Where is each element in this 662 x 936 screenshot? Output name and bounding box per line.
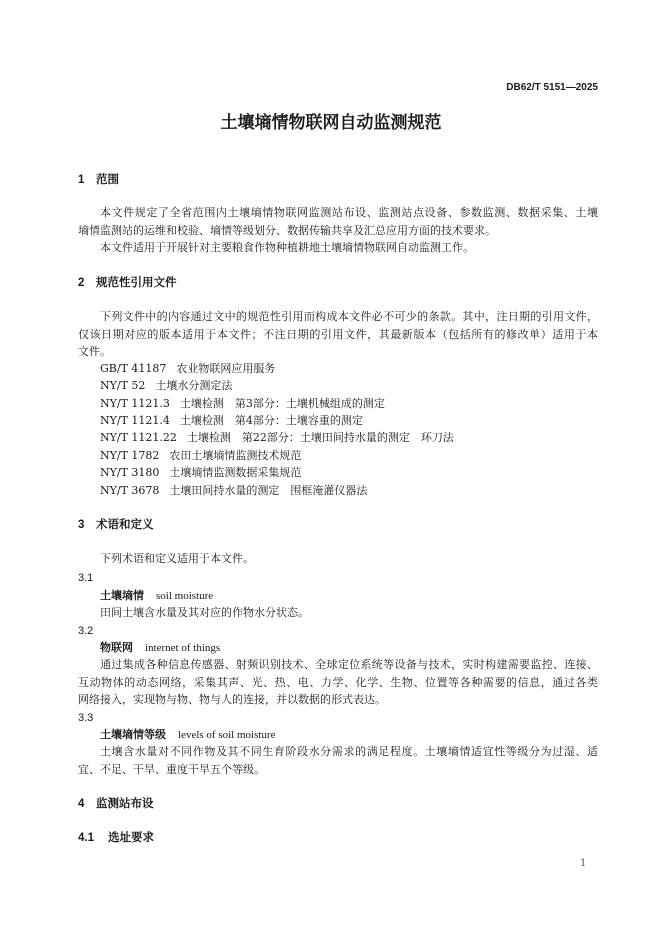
subsection-4-1-number: 4.1 xyxy=(78,832,94,844)
term-english: levels of soil moisture xyxy=(178,729,276,741)
reference-title: 农田土壤墒情监测技术规范 xyxy=(169,449,302,462)
term-english: soil moisture xyxy=(156,590,214,602)
clause-number: 3.1 xyxy=(78,572,94,584)
reference-item xyxy=(100,413,598,429)
term-chinese: 物联网 xyxy=(100,642,133,654)
section-1-paragraph-line: 本文件规定了全省范围内土壤墒情物联网监测站布设、监测站点设备、参数监测、数据采集、土壤 xyxy=(100,206,598,219)
section-2-number: 2 xyxy=(78,277,85,289)
reference-code: NY/T 52 xyxy=(100,379,146,392)
reference-title: 土壤田间持水量的测定 围框淹灌仪器法 xyxy=(169,484,368,497)
reference-title: 土壤检测 第4部分：土壤容重的测定 xyxy=(179,414,363,427)
term-english: internet of things xyxy=(145,642,221,654)
reference-item xyxy=(100,465,598,481)
page-number: 1 xyxy=(580,858,587,869)
reference-code: NY/T 1121.22 xyxy=(100,431,177,444)
section-1-heading: 范围 xyxy=(96,174,119,186)
section-1-paragraph-line: 墒情监测站的运维和校验、墒情等级划分、数据传输共享及汇总应用方面的技术要求。 xyxy=(78,224,496,237)
term-chinese: 土壤墒情 xyxy=(100,590,144,602)
section-1-number: 1 xyxy=(78,174,85,186)
section-2-paragraph-line: 下列文件中的内容通过文中的规范性引用而构成本文件必不可少的条款。其中，注日期的引用文件， xyxy=(100,310,598,323)
section-4-number: 4 xyxy=(78,798,85,810)
term-definition-line: 网络接入，实现物与物、物与人的连接，并以数据的形式表达。 xyxy=(78,693,386,706)
reference-code: NY/T 1121.4 xyxy=(100,414,170,427)
reference-item xyxy=(100,361,598,377)
term-chinese: 土壤墒情等级 xyxy=(100,729,166,741)
reference-title: 土壤检测 第22部分：土壤田间持水量的测定 环刀法 xyxy=(186,431,454,444)
document-title: 土壤墒情物联网自动监测规范 xyxy=(220,113,442,132)
reference-item xyxy=(100,483,598,499)
section-1-paragraph-line: 本文件适用于开展针对主要粮食作物种植耕地土壤墒情物联网自动监测工作。 xyxy=(100,241,474,254)
reference-title: 土壤检测 第3部分：土壤机械组成的测定 xyxy=(179,397,385,410)
term-entry xyxy=(100,588,598,604)
reference-item xyxy=(100,396,598,412)
reference-item xyxy=(100,448,598,464)
reference-item xyxy=(100,378,598,394)
reference-title: 土壤墒情监测数据采集规范 xyxy=(169,466,302,479)
document-code: DB62/T 5151—2025 xyxy=(506,82,598,93)
clause-number: 3.2 xyxy=(78,625,94,637)
reference-code: NY/T 1121.3 xyxy=(100,397,170,410)
reference-code: NY/T 3180 xyxy=(100,466,160,479)
term-definition-line: 田间土壤含水量及其对应的作物水分状态。 xyxy=(100,606,309,619)
term-definition-line: 土壤含水量对不同作物及其不同生育阶段水分需求的满足程度。土壤墒情适宜性等级分为过湿、适 xyxy=(100,745,598,758)
subsection-4-1-heading: 选址要求 xyxy=(108,832,154,844)
section-4-heading: 监测站布设 xyxy=(96,798,154,810)
section-3-intro: 下列术语和定义适用于本文件。 xyxy=(100,552,254,565)
term-entry xyxy=(100,727,598,743)
reference-item xyxy=(100,430,598,446)
reference-code: NY/T 3678 xyxy=(100,484,160,497)
reference-title: 农业物联网应用服务 xyxy=(176,362,276,375)
clause-number: 3.3 xyxy=(78,712,94,724)
reference-code: GB/T 41187 xyxy=(100,362,167,375)
section-2-paragraph-line: 仅该日期对应的版本适用于本文件；不注日期的引用文件，其最新版本（包括所有的修改单）适用于本 xyxy=(78,328,598,341)
section-2-paragraph-line: 文件。 xyxy=(78,345,111,358)
section-3-heading: 术语和定义 xyxy=(96,519,154,531)
term-definition-line: 互动物体的动态网络，采集其声、光、热、电、力学、化学、生物、位置等各种需要的信息，通过各类 xyxy=(78,676,598,689)
section-3-number: 3 xyxy=(78,519,85,531)
section-2-heading: 规范性引用文件 xyxy=(96,277,177,289)
reference-code: NY/T 1782 xyxy=(100,449,160,462)
term-entry xyxy=(100,640,598,656)
reference-title: 土壤水分测定法 xyxy=(155,379,233,392)
term-definition-line: 通过集成各种信息传感器、射频识别技术、全球定位系统等设备与技术，实时构建需要监控、连接、 xyxy=(100,658,598,671)
term-definition-line: 宜、不足、干旱、重度干旱五个等级。 xyxy=(78,763,265,776)
